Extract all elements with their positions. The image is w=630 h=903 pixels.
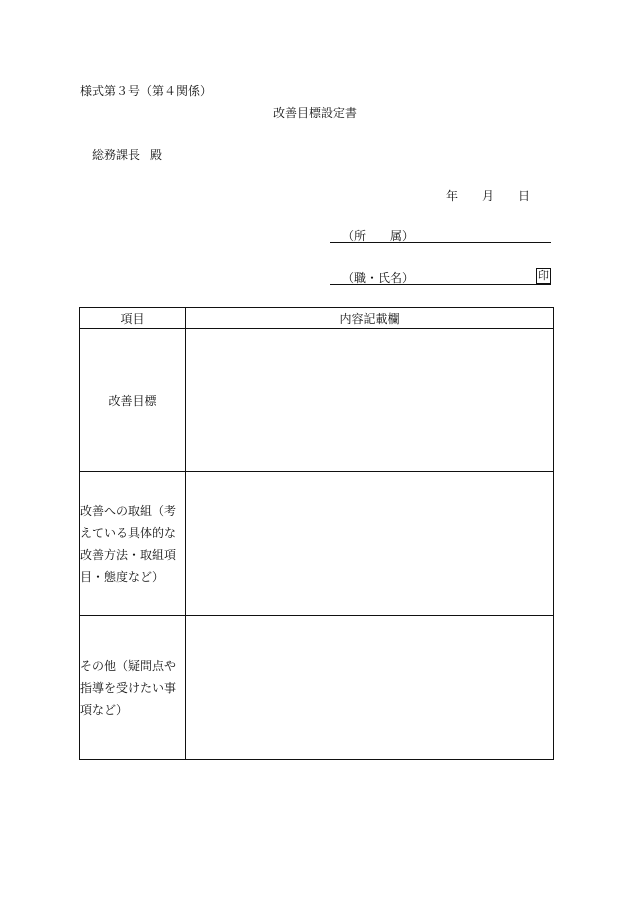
header-item: 項目 [80, 308, 186, 329]
row-item-goal: 改善目標 [80, 329, 186, 472]
date-line [446, 187, 530, 204]
table-row [80, 616, 554, 760]
form-number: 様式第３号（第４関係） [80, 84, 213, 98]
name-field[interactable] [330, 268, 551, 285]
addressee-name: 総務課長 [92, 148, 141, 162]
seal-mark: 印 [538, 269, 549, 282]
row-content-other[interactable] [186, 616, 554, 760]
row-content-goal[interactable] [186, 329, 554, 472]
table-header-row [80, 308, 554, 329]
table-row [80, 329, 554, 472]
date-day-label: 日 [518, 189, 531, 203]
addressee-honorific: 殿 [150, 148, 163, 162]
affiliation-field[interactable] [330, 226, 551, 243]
table-row [80, 472, 554, 616]
affiliation-label: （所 属） [342, 229, 415, 243]
document-title: 改善目標設定書 [272, 106, 357, 120]
improvement-table [79, 307, 554, 760]
name-label: （職・氏名） [342, 271, 415, 285]
row-content-approach[interactable] [186, 472, 554, 616]
date-month-label: 月 [482, 189, 495, 203]
addressee [92, 146, 162, 163]
date-year-label: 年 [446, 189, 459, 203]
row-item-approach: 改善への取組（考えている具体的な改善方法・取組項目・態度など） [80, 472, 186, 616]
row-item-other: その他（疑問点や指導を受けたい事項など） [80, 616, 186, 760]
header-content: 内容記載欄 [186, 308, 554, 329]
